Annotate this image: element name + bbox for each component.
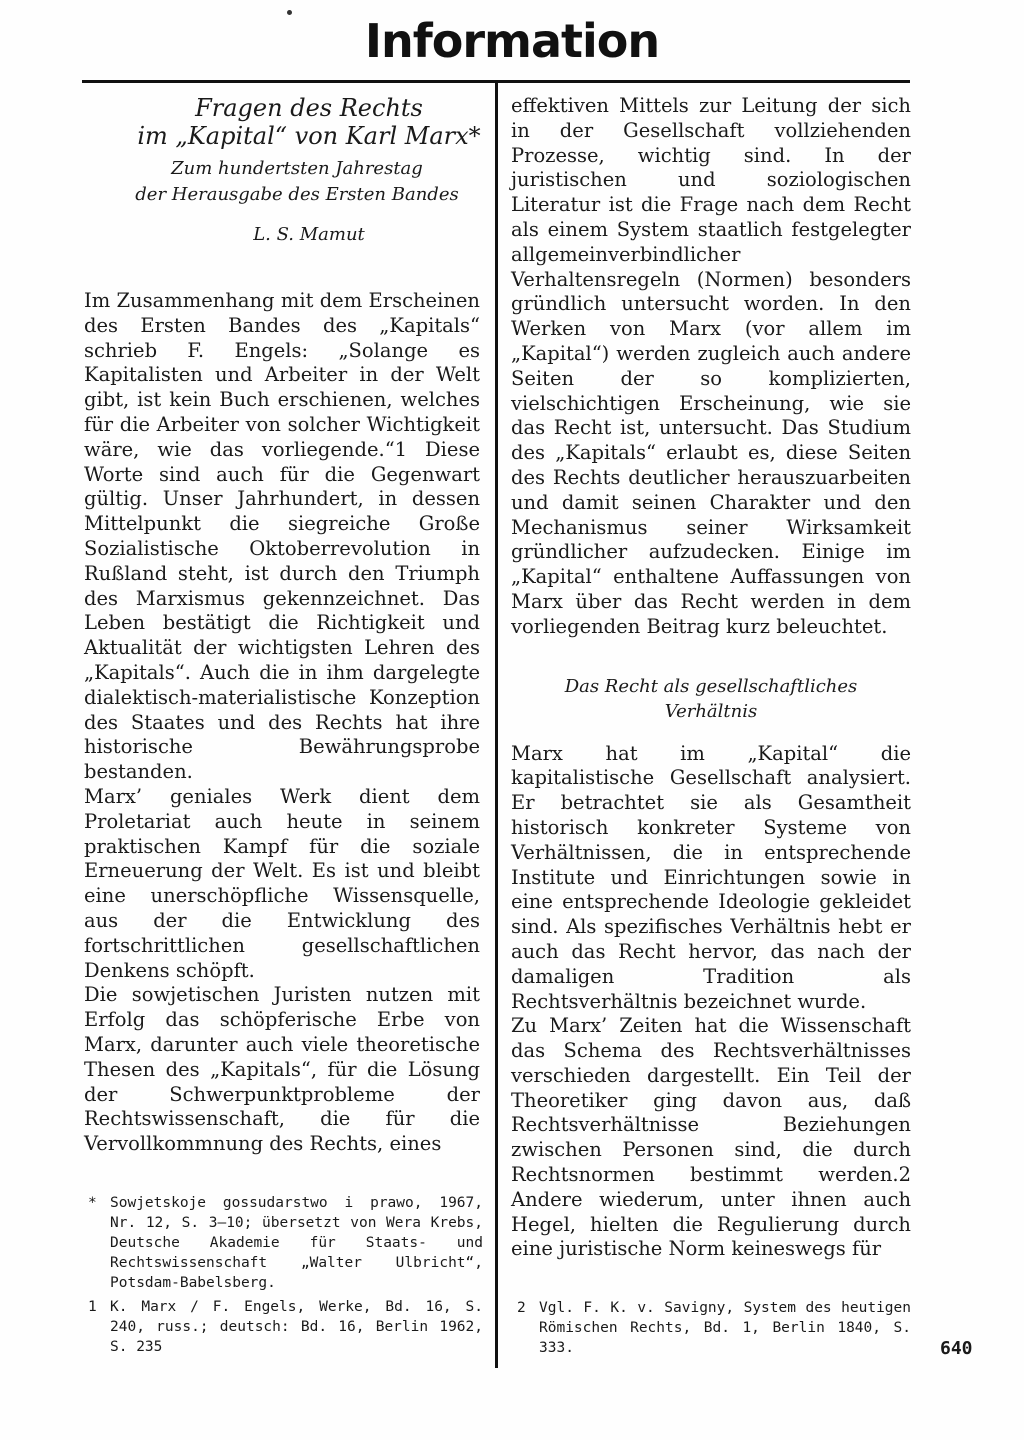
right-body-text-bottom [511,742,911,1263]
paragraph: Zu Marx’ Zeiten hat die Wissenschaft das Schema des Rechtsverhältnisses verschieden dargestellt. Ein Teil der Theoretiker ging davon aus, daß Rechtsverhältnisse Beziehungen zwischen Personen sind, die durch Rechtsnormen bestimmt werden.2 Andere wiederum, unter ihnen auch Hegel, hielten die Regulierung durch eine juristische Norm keineswegs für [511,1014,911,1261]
paragraph: Im Zusammenhang mit dem Erscheinen des Ersten Bandes des „Kapitals“ schrieb F. Engels: „Solange es Kapitalisten und Arbeiter in der Welt gibt, ist kein Buch erschienen, welches für die Arbeiter von solcher Wichtigkeit wäre, wie das vorliegende.“1 Diese Worte sind auch für die Gegenwart gültig. Unser Jahrhundert, in dessen Mittelpunkt die siegreiche Große Sozialistische Oktoberrevolution in Rußland steht, ist durch den Triumph des Marxismus gekennzeichnet. Das Leben bestätigt die Richtigkeit und Aktualität der wichtigsten Lehren des „Kapitals“. Auch die in ihm dargelegte dialektisch-materialistische Konzeption des Staates und des Rechts hat ihre historische Bewährungsprobe bestanden. [84,289,480,784]
footnotes-left [88,1193,483,1361]
article-subtitle-line1: Zum hundertsten Jahrestag [171,158,423,179]
page-number: 640 [940,1338,973,1359]
footnote [517,1298,911,1358]
footnote [88,1297,483,1357]
paragraph: Marx’ geniales Werk dient dem Proletariat auch heute in seinem praktischen Kampf für die soziale Erneuerung der Welt. Es ist und bleibt eine unerschöpfliche Wissensquelle, aus der die Entwicklung des fortschrittlichen gesellschaftlichen Denkens schöpft. [84,784,480,982]
page-header-title: Information [364,14,660,68]
article-subtitle [99,156,495,208]
footnote-mark: 2 [517,1300,526,1316]
section-heading-line2: Verhältnis [664,700,758,722]
left-body-text [84,289,480,1157]
footnote-mark: * [88,1195,97,1211]
section-heading-line1: Das Recht als gesellschaftliches [564,675,858,697]
paragraph: Die sowjetischen Juristen nutzen mit Erfolg das schöpferische Erbe von Marx, darunter auch viele theoretische Thesen des „Kapitals“, für die Lösung der Schwerpunktprobleme der Rechtswissenschaft, die für die Vervollkommnung des Rechts, eines [84,983,480,1156]
footnotes-right [517,1298,911,1362]
footnote [88,1193,483,1293]
right-body-text-top [511,94,911,640]
paragraph: effektiven Mittels zur Leitung der sich in der Gesellschaft vollziehenden Prozesse, wichtig sind. In der juristischen und soziologischen Literatur ist die Frage nach dem Recht als einem System staatlich festgelegter allgemeinverbindlicher Verhaltensregeln (Normen) besonders gründlich untersucht worden. In den Werken von Marx (vor allem im „Kapital“) werden zugleich auch andere Seiten der so komplizierten, vielschichtigen Erscheinung, wie sie das Recht ist, untersucht. Das Studium des „Kapitals“ erlaubt es, diese Seiten des Rechts deutlicher herauszuarbeiten und damit seinen Charakter und den Mechanismus seiner Wirksamkeit gründlicher aufzudecken. Einige im „Kapital“ enthaltene Auffassungen von Marx über das Recht werden in dem vorliegenden Beitrag kurz beleuchtet. [511,94,911,638]
article-author: L. S. Mamut [253,224,365,245]
article-title-line1: Fragen des Rechts [195,94,423,122]
article-subtitle-line2: der Herausgabe des Ersten Bandes [135,184,459,205]
article-title [129,94,489,150]
footnote-text: K. Marx / F. Engels, Werke, Bd. 16, S. 240, russ.; deutsch: Bd. 16, Berlin 1962, S. 235 [110,1299,483,1355]
footnote-text: Sowjetskoje gossudarstwo i prawo, 1967, Nr. 12, S. 3–10; übersetzt von Wera Krebs, Deutsche Akademie für Staats- und Rechtswissenschaft „Walter Ulbricht“, Potsdam-Babelsberg. [110,1195,483,1291]
footnote-text: Vgl. F. K. v. Savigny, System des heutigen Römischen Rechts, Bd. 1, Berlin 1840, S. 333. [539,1300,911,1356]
right-column [511,94,911,1262]
article-title-line2: im „Kapital“ von Karl Marx* [137,122,481,150]
section-heading [511,674,911,724]
column-divider [495,83,498,1368]
paragraph: Marx hat im „Kapital“ die kapitalistische Gesellschaft analysiert. Er betrachtet sie als Gesamtheit historisch konkreter Systeme von Verhältnissen, die in entsprechende Institute und Einrichtungen sowie in eine entsprechende Ideologie gekleidet sind. Als spezifisches Verhältnis hebt er auch das Recht hervor, das nach der damaligen Tradition als Rechtsverhältnis bezeichnet wurde. [511,741,911,1013]
left-column [84,94,480,1157]
footnote-mark: 1 [88,1299,97,1315]
